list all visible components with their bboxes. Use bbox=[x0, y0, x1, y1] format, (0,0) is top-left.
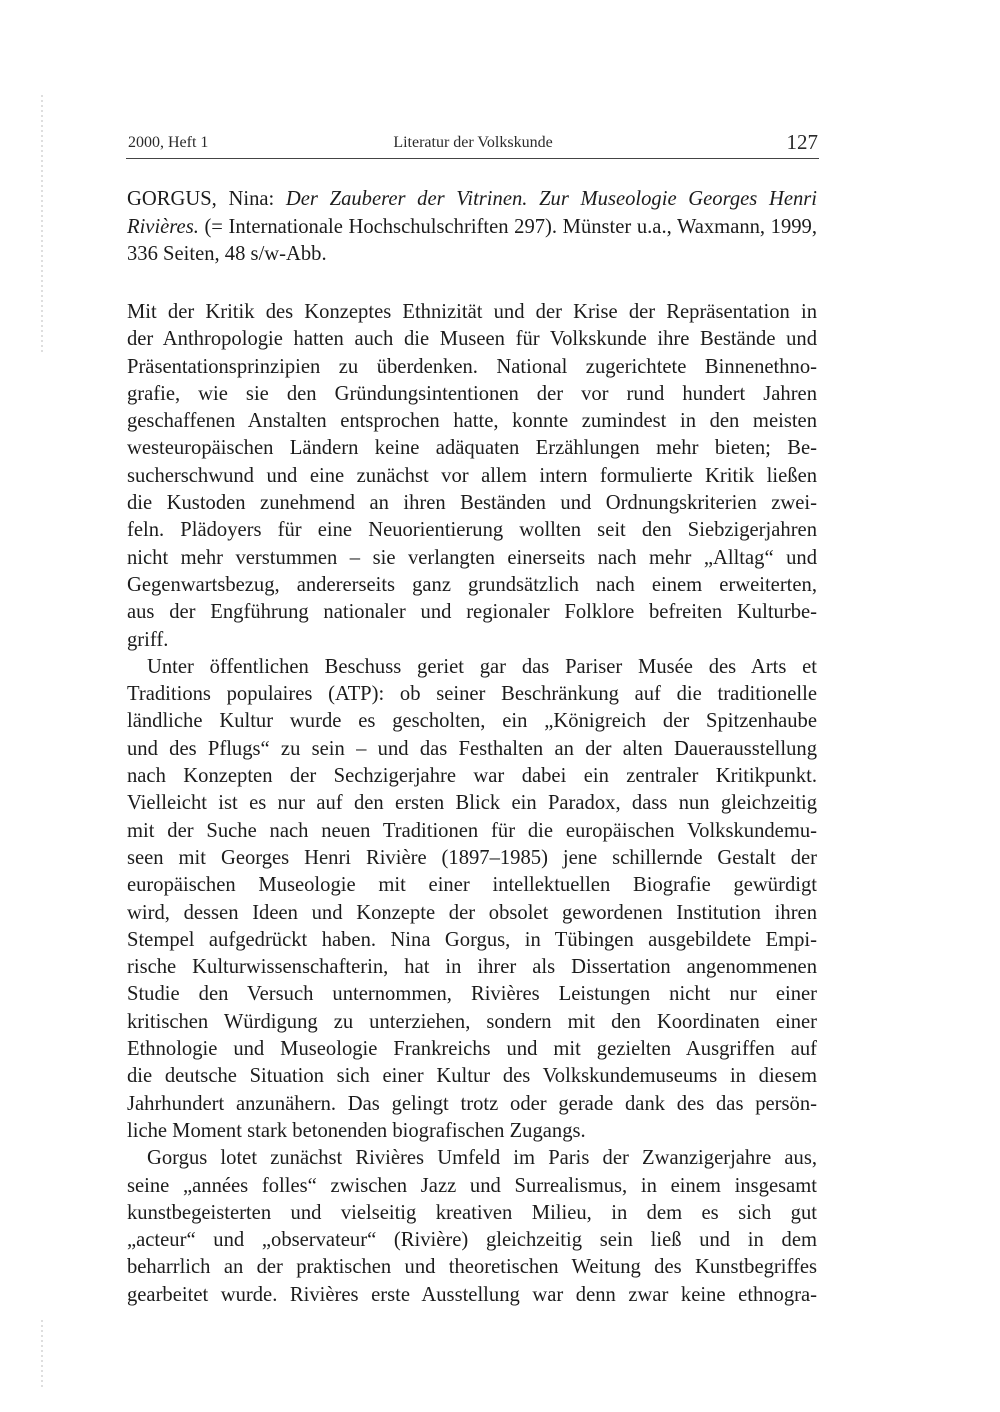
citation-author: GORGUS, Nina: bbox=[127, 188, 275, 210]
section-title: Literatur der Volkskunde bbox=[393, 134, 553, 151]
citation-title: Der Zauberer der Vitrinen. Zur Museologie Georges Henri Rivières. bbox=[127, 188, 817, 238]
text-line: Unter öffentlichen Beschuss geriet gar das Pariser Musée des Arts et bbox=[147, 655, 817, 678]
text-line: die Kustoden zunehmend an ihren Beständen und Ordnungskriterien zwei- bbox=[127, 492, 817, 515]
text-line: gearbeitet wurde. Rivières erste Ausstellung war denn zwar keine ethnogra- bbox=[127, 1283, 817, 1306]
text-line: seine „années folles“ zwischen Jazz und Surrealismus, in einem insgesamt bbox=[127, 1174, 817, 1197]
review-body bbox=[127, 299, 817, 1309]
paragraph bbox=[127, 654, 817, 1145]
page-number: 127 bbox=[786, 130, 818, 154]
text-line: wird, dessen Ideen und Konzepte der obsolet gewordenen Institution ihren bbox=[127, 901, 817, 924]
text-line: griff. bbox=[127, 628, 169, 651]
text-line: kritischen Würdigung zu unterziehen, sondern mit den Koordinaten einer bbox=[127, 1010, 817, 1033]
text-line: Gorgus lotet zunächst Rivières Umfeld im Paris der Zwanzigerjahre aus, bbox=[147, 1147, 817, 1170]
text-line: Jahrhundert anzunähern. Das gelingt trotz oder gerade dank des das persön- bbox=[127, 1092, 817, 1115]
text-line: Mit der Kritik des Konzeptes Ethnizität und der Krise der Repräsentation in bbox=[127, 301, 817, 323]
text-line: Gegenwartsbezug, andererseits ganz grundsätzlich nach einem erweiterten, bbox=[127, 573, 817, 596]
text-line: sucherschwund und eine zunächst vor allem intern formulierte Kritik ließen bbox=[127, 464, 817, 487]
text-line: rische Kulturwissenschafterin, hat in ihrer als Dissertation angenommenen bbox=[127, 956, 817, 979]
text-line: Präsentationsprinzipien zu überdenken. National zugerichtete Binnenethno- bbox=[127, 355, 817, 378]
scan-margin-artifact bbox=[41, 95, 43, 355]
text-line: grafie, wie sie den Gründungsintentionen der vor rund hundert Jahren bbox=[127, 382, 817, 405]
text-line: Stempel aufgedrückt haben. Nina Gorgus, in Tübingen ausgebildete Empi- bbox=[127, 928, 817, 951]
text-line: aus der Engführung nationaler und regionaler Folklore befreiten Kulturbe- bbox=[127, 601, 817, 624]
header-rule bbox=[126, 158, 819, 159]
journal-issue: 2000, Heft 1 bbox=[128, 134, 209, 151]
running-head bbox=[128, 131, 818, 155]
text-line: und des Pflugs“ zu sein – und das Festhalten an der alten Dauerausstellung bbox=[127, 737, 817, 760]
book-citation bbox=[127, 186, 817, 269]
paragraph bbox=[127, 299, 817, 654]
citation-details: (= Internationale Hochschulschriften 297). Münster u.a., Waxmann, 1999, 336 Seiten, 48 s/w-Abb. bbox=[127, 215, 817, 265]
scan-margin-artifact bbox=[41, 1320, 43, 1390]
text-line: kunstbegeisterten und vielseitig kreativen Milieu, in dem es sich gut bbox=[127, 1201, 817, 1224]
text-line: die deutsche Situation sich einer Kultur des Volkskundemuseums in diesem bbox=[127, 1065, 817, 1088]
text-line: Vielleicht ist es nur auf den ersten Blick ein Paradox, dass nun gleichzeitig bbox=[127, 792, 817, 815]
text-line: seen mit Georges Henri Rivière (1897–1985) jene schillernde Gestalt der bbox=[127, 846, 817, 869]
text-line: liche Moment stark betonenden biografischen Zugangs. bbox=[127, 1119, 586, 1142]
text-line: feln. Plädoyers für eine Neuorientierung wollten seit den Siebzigerjahren bbox=[127, 519, 817, 542]
text-line: europäischen Museologie mit einer intellektuellen Biografie gewürdigt bbox=[127, 874, 817, 897]
text-line: beharrlich an der praktischen und theoretischen Weitung des Kunstbegriffes bbox=[127, 1256, 817, 1279]
text-line: mit der Suche nach neuen Traditionen für die europäischen Volkskundemu- bbox=[127, 819, 817, 842]
paragraph bbox=[127, 1145, 817, 1309]
text-line: „acteur“ und „observateur“ (Rivière) gleichzeitig sein ließ und in dem bbox=[127, 1229, 817, 1252]
text-line: geschaffenen Anstalten entsprochen hatte, konnte zumindest in den meisten bbox=[127, 410, 817, 433]
text-line: der Anthropologie hatten auch die Museen für Volkskunde ihre Bestände und bbox=[127, 328, 817, 351]
text-line: westeuropäischen Ländern keine adäquaten Erzählungen mehr bieten; Be- bbox=[127, 437, 817, 460]
text-line: Traditions populaires (ATP): ob seiner Beschränkung auf die traditionelle bbox=[127, 683, 817, 706]
text-line: Ethnologie und Museologie Frankreichs und mit gezielten Ausgriffen auf bbox=[127, 1038, 817, 1061]
text-line: nicht mehr verstummen – sie verlangten einerseits nach mehr „Alltag“ und bbox=[127, 546, 817, 569]
text-line: ländliche Kultur wurde es gescholten, ein „Königreich der Spitzenhaube bbox=[127, 710, 817, 733]
text-line: nach Konzepten der Sechzigerjahre war dabei ein zentraler Kritikpunkt. bbox=[127, 765, 817, 788]
text-line: Studie den Versuch unternommen, Rivières Leistungen nicht nur einer bbox=[127, 983, 817, 1006]
